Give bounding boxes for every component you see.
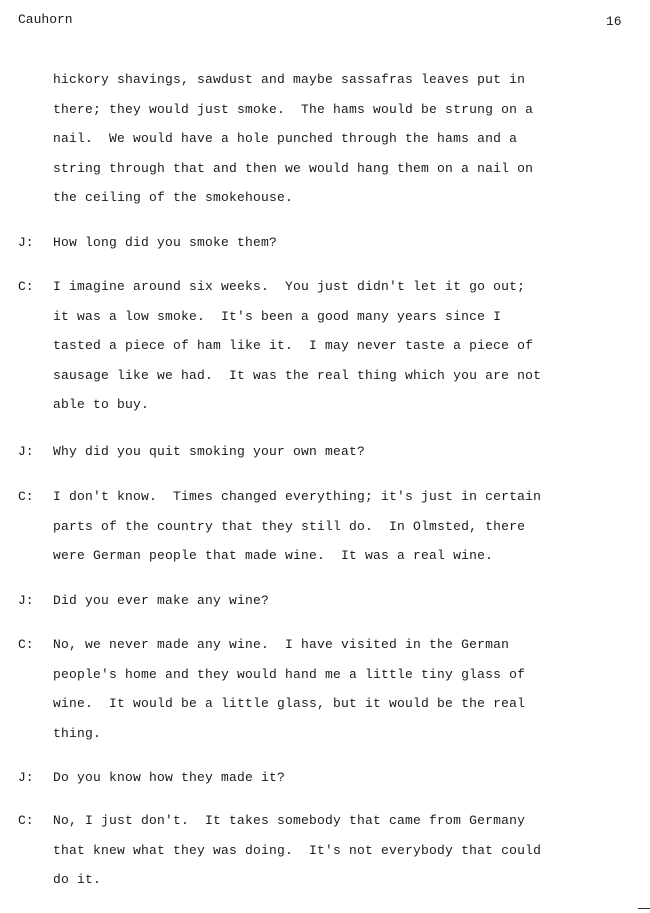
speaker-label: C: [18, 279, 34, 294]
transcript-line: I imagine around six weeks. You just didn't let it go out; [53, 279, 526, 294]
scan-edge-mark [638, 908, 650, 909]
page-number: 16 [606, 14, 622, 29]
transcript-line: that knew what they was doing. It's not everybody that could [53, 842, 542, 858]
transcript-line: No, we never made any wine. I have visited in the German [53, 637, 510, 652]
speaker-label: C: [18, 813, 34, 828]
transcript-block [0, 437, 650, 467]
transcript-block [0, 586, 650, 616]
transcript-line: able to buy. [53, 397, 150, 412]
transcript-line: the ceiling of the smokehouse. [53, 190, 294, 205]
transcript-block [0, 272, 650, 420]
transcript-line: nail. We would have a hole punched through the hams and a [53, 131, 518, 146]
transcript-line: wine. It would be a little glass, but it would be the real [53, 696, 526, 711]
transcript-line: No, I just don't. It takes somebody that came from Germany [53, 813, 526, 828]
transcript-line: it was a low smoke. It's been a good many years since I [53, 308, 502, 324]
transcript-block [0, 806, 650, 895]
transcript-line: were German people that made wine. It was a real wine. [53, 548, 494, 563]
transcript-line: string through that and then we would hang them on a nail on [53, 160, 534, 176]
transcript-line: thing. [53, 725, 102, 741]
transcript-line: parts of the country that they still do. In Olmsted, there [53, 518, 526, 534]
transcript-line: sausage like we had. It was the real thing which you are not [53, 367, 542, 383]
transcript-line: Why did you quit smoking your own meat? [53, 444, 366, 459]
transcript-line: How long did you smoke them? [53, 235, 278, 250]
speaker-label: C: [18, 489, 34, 504]
transcript-block [0, 228, 650, 258]
transcript-block [0, 482, 650, 571]
transcript-block [0, 763, 650, 793]
transcript-line: tasted a piece of ham like it. I may never taste a piece of [53, 338, 534, 353]
speaker-label: C: [18, 637, 34, 652]
transcript-line: do it. [53, 872, 102, 887]
transcript-line: there; they would just smoke. The hams would be strung on a [53, 101, 534, 117]
speaker-label: J: [18, 235, 34, 250]
transcript-line: Did you ever make any wine? [53, 593, 270, 608]
speaker-label: J: [18, 770, 34, 785]
transcript-line: I don't know. Times changed everything; it's just in certain [53, 489, 542, 504]
speaker-label: J: [18, 593, 34, 608]
transcript-line: hickory shavings, sawdust and maybe sassafras leaves put in [53, 72, 526, 87]
transcript-block [0, 630, 650, 748]
speaker-label: J: [18, 444, 34, 459]
transcript-line: people's home and they would hand me a little tiny glass of [53, 666, 526, 682]
transcript-block [0, 65, 650, 213]
interviewee-name: Cauhorn [18, 12, 73, 27]
transcript-line: Do you know how they made it? [53, 770, 286, 785]
